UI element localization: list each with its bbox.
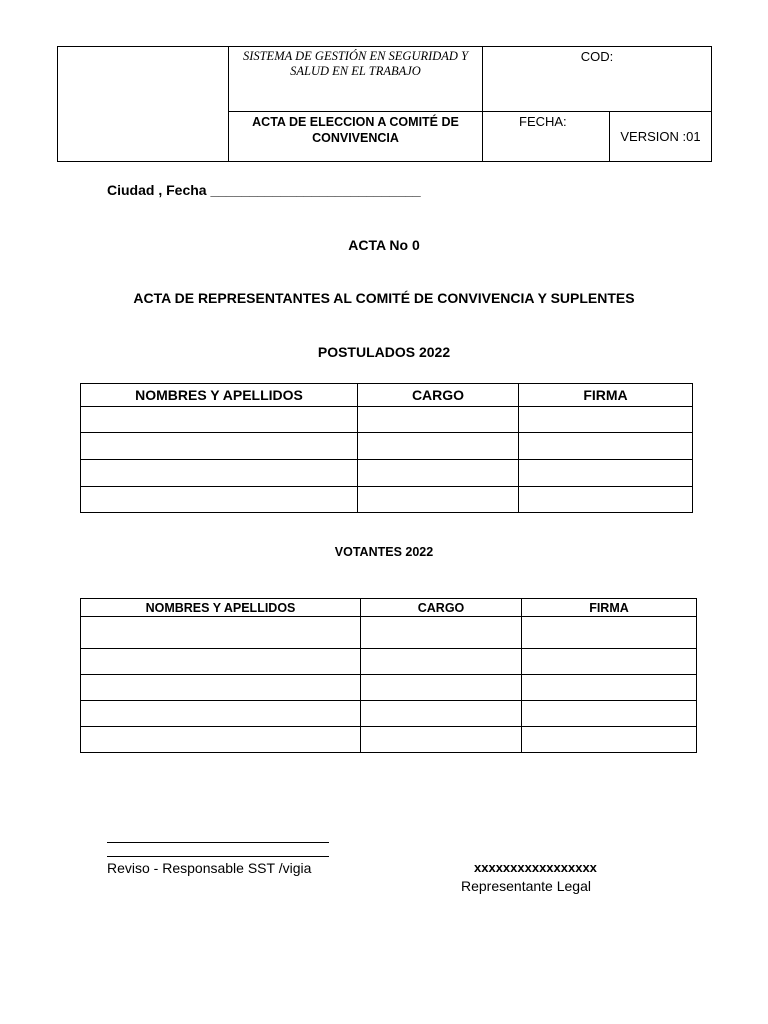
nombre-cell[interactable] — [81, 727, 361, 753]
firma-cell[interactable] — [522, 701, 697, 727]
signature-line-top — [107, 842, 329, 843]
document-title-cell — [229, 112, 483, 162]
nombre-cell[interactable] — [81, 649, 361, 675]
cargo-cell[interactable] — [361, 675, 522, 701]
col-header-nombres: NOMBRES Y APELLIDOS — [81, 384, 358, 407]
city-date-line: Ciudad , Fecha ___________________________ — [107, 182, 421, 198]
version-label: VERSION :01 — [620, 129, 701, 144]
postulados-table — [80, 383, 693, 513]
nombre-cell[interactable] — [81, 675, 361, 701]
votantes-title: VOTANTES 2022 — [334, 545, 434, 559]
nombre-cell[interactable] — [81, 407, 358, 433]
cod-cell — [483, 47, 712, 112]
document-title: ACTA DE ELECCION A COMITÉ DE CONVIVENCIA — [252, 115, 459, 145]
table-row — [81, 649, 697, 675]
system-title-cell — [229, 47, 483, 112]
firma-cell[interactable] — [519, 433, 693, 460]
table-row — [81, 675, 697, 701]
table-row — [81, 617, 697, 649]
firma-cell[interactable] — [519, 487, 693, 513]
firma-cell[interactable] — [519, 460, 693, 487]
firma-cell[interactable] — [522, 649, 697, 675]
header-table — [57, 46, 712, 162]
cargo-cell[interactable] — [361, 727, 522, 753]
col-header-nombres: NOMBRES Y APELLIDOS — [81, 599, 361, 617]
col-header-cargo: CARGO — [358, 384, 519, 407]
nombre-cell[interactable] — [81, 433, 358, 460]
col-header-cargo: CARGO — [361, 599, 522, 617]
cod-label: COD: — [580, 49, 614, 64]
cargo-cell[interactable] — [361, 701, 522, 727]
signature-line-bottom — [107, 856, 329, 857]
votantes-table — [80, 598, 697, 753]
cargo-cell[interactable] — [361, 617, 522, 649]
table-row — [81, 460, 693, 487]
table-row — [81, 487, 693, 513]
version-cell — [610, 112, 712, 162]
representante-label: Representante Legal — [461, 878, 591, 894]
table-row — [81, 433, 693, 460]
acta-number: ACTA No 0 — [348, 237, 420, 253]
representante-name: xxxxxxxxxxxxxxxxx — [474, 860, 597, 875]
col-header-firma: FIRMA — [519, 384, 693, 407]
firma-cell[interactable] — [522, 727, 697, 753]
table-row — [81, 407, 693, 433]
cargo-cell[interactable] — [358, 407, 519, 433]
reviso-label: Reviso - Responsable SST /vigia — [107, 860, 312, 876]
cargo-cell[interactable] — [358, 433, 519, 460]
col-header-firma: FIRMA — [522, 599, 697, 617]
firma-cell[interactable] — [522, 617, 697, 649]
firma-cell[interactable] — [519, 407, 693, 433]
cargo-cell[interactable] — [358, 487, 519, 513]
system-title: SISTEMA DE GESTIÓN EN SEGURIDAD Y SALUD EN EL TRABAJO — [242, 49, 469, 78]
nombre-cell[interactable] — [81, 617, 361, 649]
nombre-cell[interactable] — [81, 701, 361, 727]
cargo-cell[interactable] — [361, 649, 522, 675]
table-row — [81, 701, 697, 727]
fecha-cell — [483, 112, 610, 162]
nombre-cell[interactable] — [81, 487, 358, 513]
logo-cell — [58, 47, 229, 162]
firma-cell[interactable] — [522, 675, 697, 701]
cargo-cell[interactable] — [358, 460, 519, 487]
nombre-cell[interactable] — [81, 460, 358, 487]
postulados-title: POSTULADOS 2022 — [317, 344, 451, 360]
fecha-label: FECHA: — [519, 114, 567, 129]
main-title: ACTA DE REPRESENTANTES AL COMITÉ DE CONVIVENCIA Y SUPLENTES — [133, 290, 635, 306]
table-row — [81, 727, 697, 753]
